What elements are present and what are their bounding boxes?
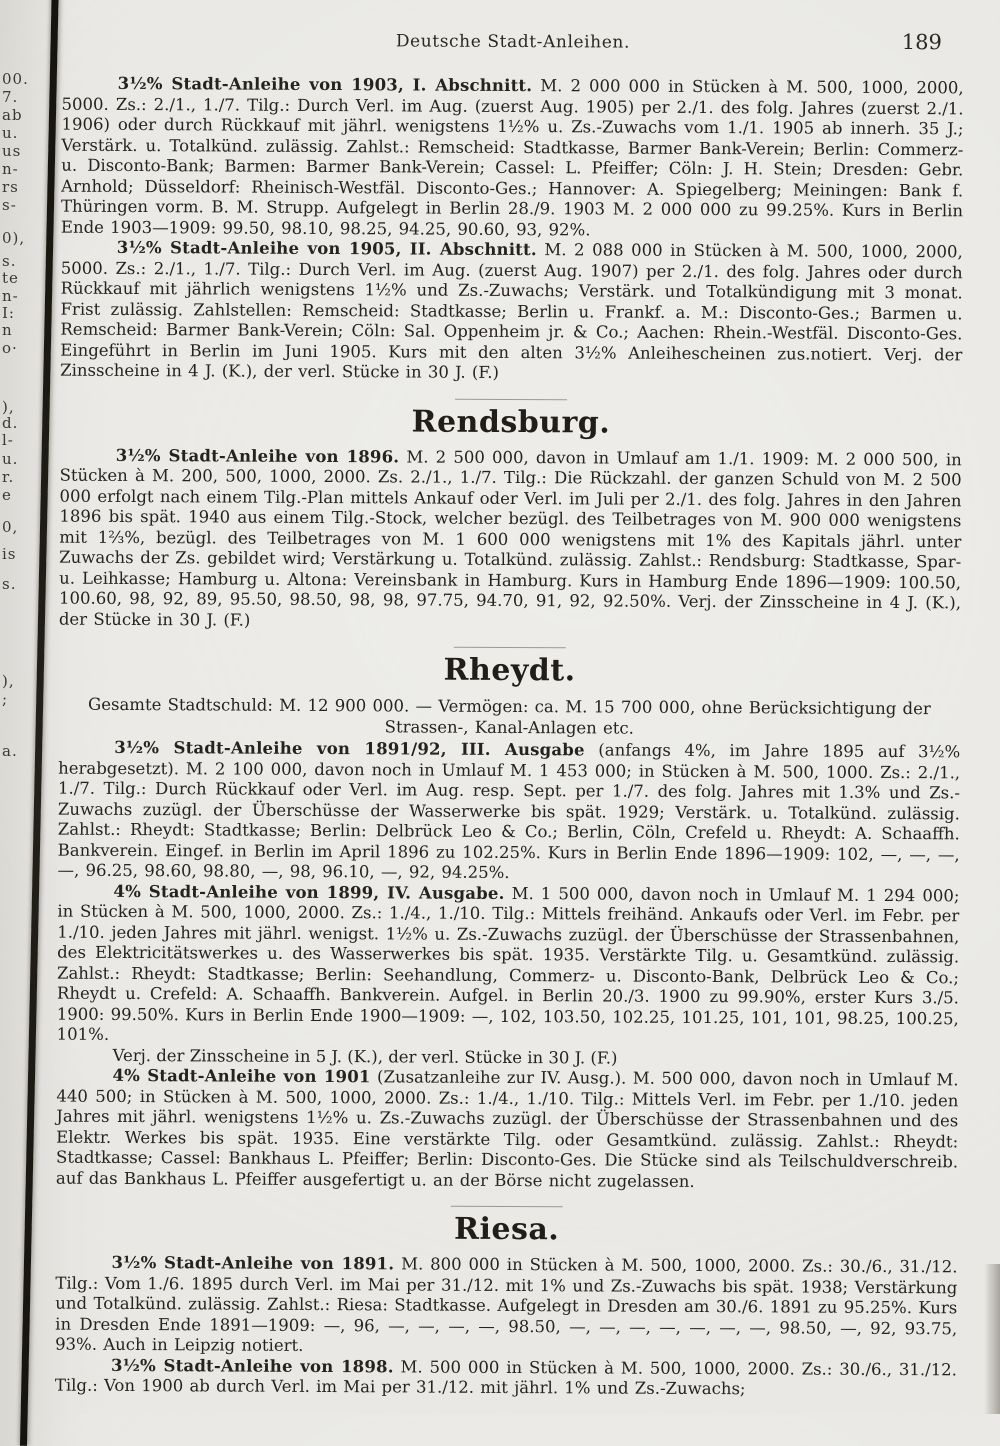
bond-title-riesa-1898: 3½% Stadt-Anleihe von 1898. <box>110 1355 394 1376</box>
bond-title-rheydt-1901: 4% Stadt-Anleihe von 1901 <box>112 1065 371 1087</box>
page-title: Deutsche Stadt-Anleihen. <box>395 31 631 53</box>
bond-text-rendsburg-1896: M. 2 500 000, davon in Umlauf am 1./1. 1909: M. 2 000 500, in Stücken à M. 200, 500, 1000, 2000. Zs. 2./1., 1./7. Tilg.: Die Rückzahl. der ganzen Schuld von M. 2 500 000 erfolgt nach einem Tilg.-Plan mittels Ankauf oder Verl. im Juli per 2./1. des folg. Jahres in den Jahren 1896 bis spät. 1940 aus einem Tilg.-Stock, welcher bezügl. des Teilbetrages von M. 900 000 wenigstens mit 1⅔%, bezügl. des Teilbetrages von M. 1 600 000 wenigstens mit 1% des Kapitals jährl. unter Zuwachs der Zs. gebildet wird; Verstärkung u. Totalkünd. zulässig. Zahlst.: Rendsburg: Stadtkasse, Spar- u. Leihkasse; Hamburg u. Altona: Vereinsbank in Hamburg. Kurs in Hamburg Ende 1896—1909: 100.50, 100.60, 98, 92, 89, 95.50, 98.50, 98, 98, 97.75, 94.70, 91, 92, 92.50%. Verj. der Zinsscheine in 4 J. (K.), der Stücke in 30 J. (F.) <box>58 446 962 630</box>
margin-fragment: u. <box>2 124 19 142</box>
running-header <box>62 24 964 61</box>
section-heading-rheydt: Rheydt. <box>443 652 576 689</box>
rheydt-verjaehrung-note: Verj. der Zinsscheine in 5 J. (K.), der verl. Stücke in 30 J. (F.) <box>112 1045 618 1068</box>
section-divider <box>455 398 567 400</box>
margin-fragment: a. <box>2 742 18 760</box>
bond-text-riesa-1891: M. 800 000 in Stücken à M. 500, 1000, 2000. Zs.: 30./6., 31./12. Tilg.: Vom 1./6. 1895 durch Verl. im Mai per 31./12. mit 1% und Zs.-Zuwachs bis spät. 1938; Verstärkung und Totalkünd. zulässig. Zahlst.: Riesa: Stadtkasse. Aufgelegt in Dresden am 30./6. 1891 zu 95.25%. Kurs in Dresden Ende 1891—1909: —, 96, —, —, —, —, 98.50, —, —, —, —, —, —, —, 98.50, —, 92, 93.75, 93%. Auch in Leipzig notiert. <box>55 1254 958 1355</box>
margin-fragment: r. <box>2 468 15 486</box>
bond-entry-rendsburg-1896 <box>59 445 962 634</box>
bond-title-1903: 3½% Stadt-Anleihe von 1903, I. Abschnitt. <box>117 73 533 96</box>
bond-entry-rheydt-1901 <box>56 1066 959 1194</box>
section-divider <box>451 1206 563 1208</box>
margin-fragment: 00. <box>2 70 29 88</box>
margin-fragment: n- <box>2 160 19 178</box>
margin-fragment: ab <box>2 106 23 124</box>
bond-entry-1903 <box>61 74 964 243</box>
book-gutter-line <box>20 0 59 1446</box>
margin-fragment: I: <box>2 304 15 322</box>
rheydt-debt-summary: Gesamte Stadtschuld: M. 12 900 000. — Vermögen: ca. M. 15 700 000, ohne Berücksichtigung der Strassen-, Kanal-Anlagen etc. <box>88 694 931 738</box>
margin-fragment: us <box>2 142 22 160</box>
page-number: 189 <box>901 30 942 55</box>
margin-fragment: s. <box>2 252 17 270</box>
margin-fragment: l- <box>2 431 14 449</box>
margin-fragment: s- <box>2 196 17 214</box>
margin-fragment: 7. <box>2 88 19 106</box>
section-divider <box>454 647 566 649</box>
bond-text-rheydt-1891-92: (anfangs 4%, im Jahre 1895 auf 3½% herabgesetzt). M. 2 100 000, davon noch in Umlauf M. 1 453 000; in Stücken à M. 500, 1000. Zs.: 2./1., 1./7. Tilg.: Durch Rückkauf oder Verl. im Aug. resp. Sept. per 1./7. des folg. Jahres mit 1.3% und Zs.-Zuwachs zuzügl. der Überschüsse der Wasserwerke bis spät. 1929; Verstärk. u. Totalkünd. zulässig. Zahlst.: Rheydt: Stadtkasse; Berlin: Delbrück Leo & Co.; Berlin, Cöln, Crefeld u. Rheydt: A. Schaaffh. Bankverein. Eingef. in Berlin im April 1896 zu 102.25%. Kurs in Berlin Ende 1896—1909: 102, —, —, —, —, 96.25, 98.60, 98.80, —, 98, 96.10, —, 92, 94.25%. <box>57 740 961 882</box>
bond-entry-1905 <box>60 238 963 386</box>
margin-fragment: ), <box>2 398 15 416</box>
margin-fragment: ; <box>2 690 9 708</box>
bond-title-rheydt-1899: 4% Stadt-Anleihe von 1899, IV. Ausgabe. <box>113 881 505 903</box>
margin-fragment: n <box>2 321 13 339</box>
margin-fragment: 0), <box>2 229 26 247</box>
bond-entry-rheydt-1899 <box>57 881 960 1050</box>
bond-entry-riesa-1898 <box>55 1355 957 1401</box>
margin-fragment: ), <box>2 672 15 690</box>
bond-title-rendsburg-1896: 3½% Stadt-Anleihe von 1896. <box>115 445 400 466</box>
margin-fragment: is <box>2 545 17 563</box>
margin-fragment: n- <box>2 287 19 305</box>
bond-entry-riesa-1891 <box>55 1253 958 1360</box>
bond-text-1903: M. 2 000 000 in Stücken à M. 500, 1000, 2000, 5000. Zs.: 2./1., 1./7. Tilg.: Durch Verl. im Aug. (zuerst Aug. 1905) per 2./1. des folg. Jahres (zuerst 2./1. 1906) oder durch Rückkauf mit jährl. wenigstens 1½% u. Zs.-Zuwachs vom 1./1. 1905 ab innerh. 35 J.; Verstärk. u. Totalkünd. zulässig. Zahlst.: Remscheid: Stadtkasse, Barmer Bank-Verein; Berlin: Commerz- u. Disconto-Bank; Barmen: Barmer Bank-Verein; Cassel: L. Pfeiffer; Cöln: J. H. Stein; Dresden: Gebr. Arnhold; Düsseldorf: Rheinisch-Westfäl. Disconto-Ges.; Hannover: A. Spiegelberg; Meiningen: Bank f. Thüringen vorm. B. M. Strupp. Aufgelegt in Berlin 28./9. 1903 M. 2 000 000 zu 99.25%. Kurs in Berlin Ende 1903—1909: 99.50, 98.10, 98.25, 94.25, 90.60, 93, 92%. <box>60 76 964 239</box>
bond-text-rheydt-1901: (Zusatzanleihe zur IV. Ausg.). M. 500 000, davon noch in Umlauf M. 440 500; in Stücken à M. 500, 1000, 2000. Zs.: 1./4., 1./10. Tilg.: Mittels Verl. im Febr. per 1./10. jeden Jahres mit jährl. wenigstens 1½% u. Zs.-Zuwachs zuzügl. der Überschüsse der Strassenbahnen und des Elektr. Werkes bis spät. 1935. Eine verstärkte Tilg. oder Gesamtkünd. zulässig. Zahlst.: Rheydt: Stadtkasse; Cassel: Bankhaus L. Pfeiffer; Berlin: Disconto-Ges. Die Stücke sind als Teilschuldverschreib. auf das Bankhaus L. Pfeiffer ausgefertigt u. an der Börse nicht zugelassen. <box>55 1067 959 1191</box>
bond-title-rheydt-1891-92: 3½% Stadt-Anleihe von 1891/92, III. Ausgabe <box>114 737 585 760</box>
margin-fragment: rs <box>2 178 19 196</box>
margin-fragment: d. <box>2 414 19 432</box>
page-right-edge-shadow <box>984 1264 1000 1414</box>
bond-text-1905: M. 2 088 000 in Stücken à M. 500, 1000, 2000, 5000. Zs.: 2./1., 1./7. Tilg.: Durch Verl. im Aug. (zuerst Aug. 1907) per 2./1. des folg. Jahres oder durch Rückkauf mit jährlich wenigstens 1½% und Zs.-Zuwachs; Verstärk. und Totalkündigung mit 3 monat. Frist zulässig. Zahlstellen: Remscheid: Stadtkasse; Berlin u. Frankf. a. M.: Disconto-Ges.; Barmen u. Remscheid: Barmer Bank-Verein; Cöln: Sal. Oppenheim jr. & Co.; Aachen: Rhein.-Westfäl. Disconto-Ges. Eingeführt in Berlin im Juni 1905. Kurs mit den alten 3½% Anleihescheinen zus.notiert. Verj. der Zinsscheine in 4 J. (K.), der verl. Stücke in 30 J. (F.) <box>60 240 963 382</box>
margin-fragment: e <box>2 486 12 504</box>
margin-fragment: u. <box>2 450 19 468</box>
margin-fragment: 0, <box>2 518 19 536</box>
page-content <box>55 24 964 1401</box>
margin-fragment: o· <box>2 339 18 357</box>
section-heading-rendsburg: Rendsburg. <box>411 403 611 441</box>
margin-fragment: te <box>2 269 19 287</box>
bond-text-rheydt-1899: M. 1 500 000, davon noch in Umlauf M. 1 294 000; in Stücken à M. 500, 1000, 2000. Zs.: 1./4., 1./10. Tilg.: Mittels freihänd. Ankaufs oder Verl. im Febr. per 1./10. jeden Jahres mit jährl. wenigst. 1½% u. Zs.-Zuwachs zuzügl. der Überschüsse der Strassenbahnen, des Elektricitätswerkes u. des Wasserwerkes bis spät. 1935. Verstärkte Tilg. u. Gesamtkünd. zulässig. Zahlst.: Rheydt: Stadtkasse; Berlin: Seehandlung, Commerz- u. Disconto-Bank, Delbrück Leo & Co.; Rheydt u. Crefeld: A. Schaaffh. Bankverein. Aufgel. in Berlin 20./3. 1900 zu 99.90%, erster Kurs 3./5. 1900: 99.50%. Kurs in Berlin Ende 1900—1909: —, 102, 103.50, 102.25, 101.25, 101, 101, 98.25, 100.25, 101%. <box>56 883 960 1044</box>
bond-title-riesa-1891: 3½% Stadt-Anleihe von 1891. <box>111 1252 395 1274</box>
section-heading-riesa: Riesa. <box>454 1211 560 1248</box>
margin-fragment: s. <box>2 575 17 593</box>
bond-entry-rheydt-1891-92 <box>58 738 961 886</box>
bond-text-riesa-1898: M. 500 000 in Stücken à M. 500, 1000, 2000. Zs.: 30./6., 31./12. Tilg.: Von 1900 ab durch Verl. im Mai per 31./12. mit jährl. 1% und Zs.-Zuwachs; <box>54 1356 958 1399</box>
bond-title-1905: 3½% Stadt-Anleihe von 1905, II. Abschnitt. <box>116 237 537 260</box>
